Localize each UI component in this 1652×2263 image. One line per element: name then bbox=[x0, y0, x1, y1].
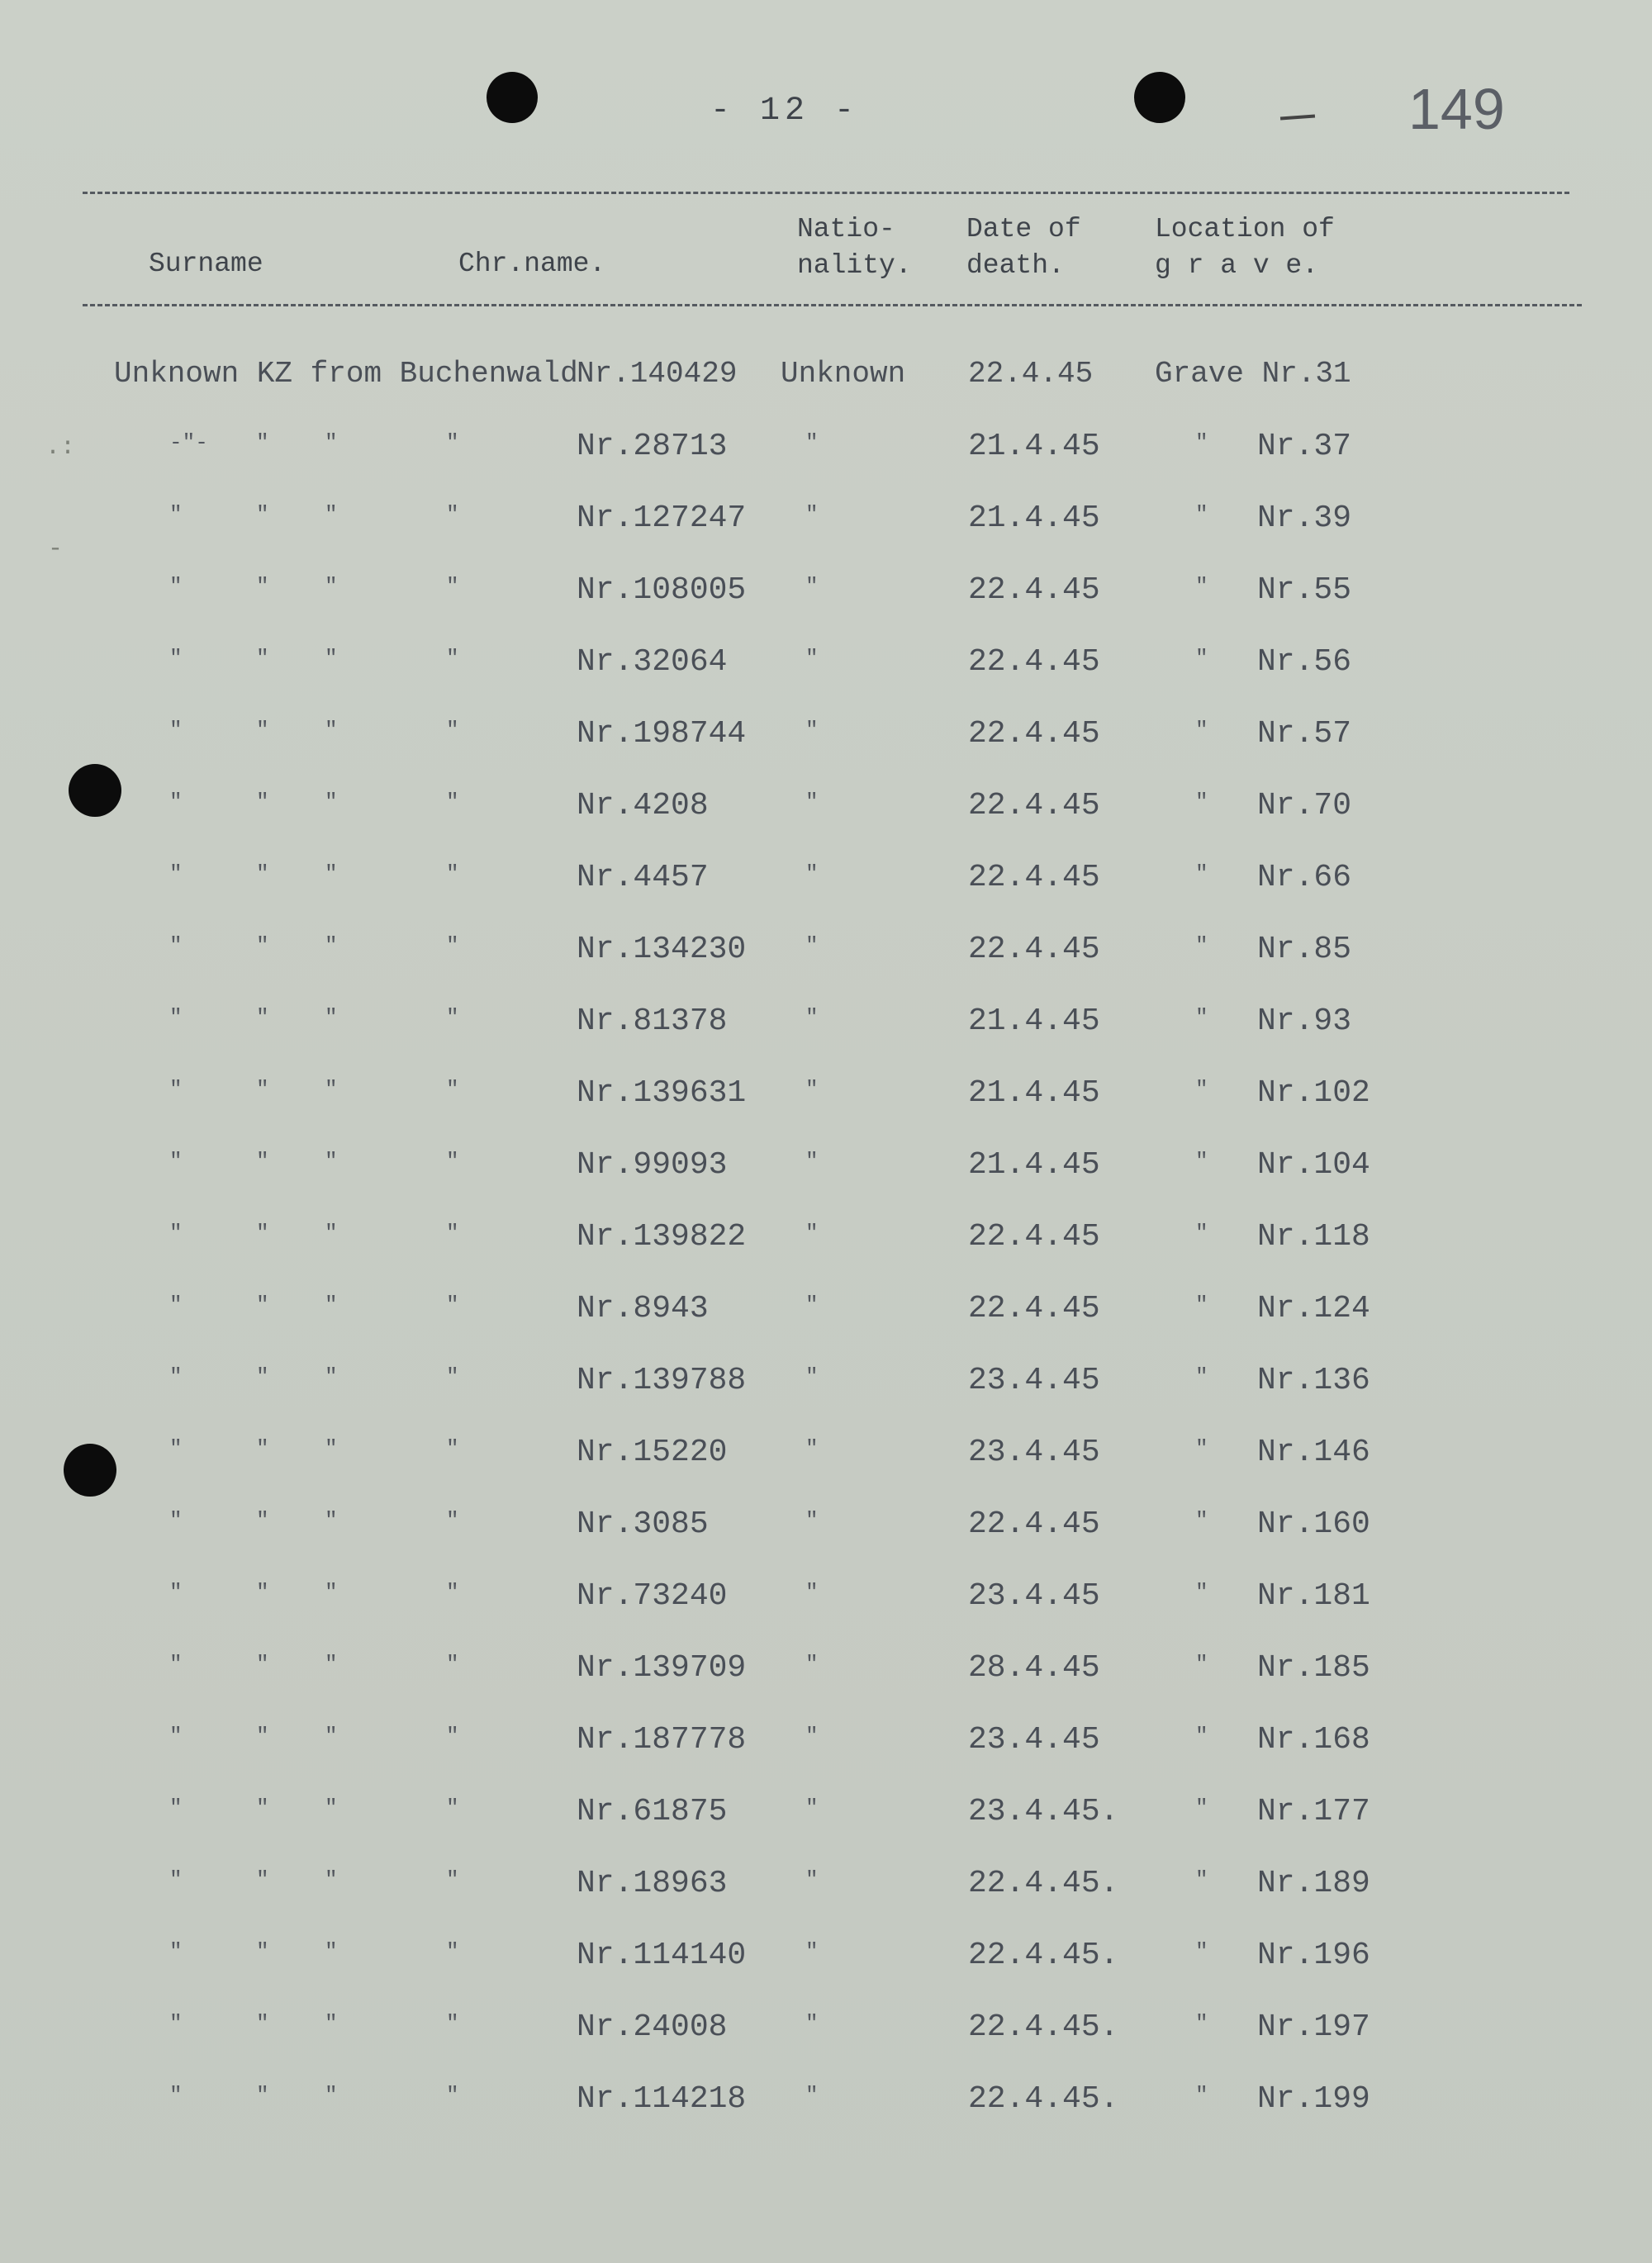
column-header-surname: Surname bbox=[149, 249, 263, 279]
prisoner-number-cell: Nr.114218 bbox=[577, 2081, 747, 2117]
christian-name-ditto: " bbox=[446, 430, 459, 455]
nationality-ditto: " bbox=[805, 1580, 819, 1605]
grave-number-cell: Nr.124 bbox=[1257, 1291, 1370, 1326]
christian-name-ditto: " bbox=[446, 718, 459, 742]
prisoner-number-cell: Nr.108005 bbox=[577, 572, 747, 608]
surname-ditto: " bbox=[256, 1149, 269, 1174]
burial-register-table bbox=[0, 347, 1652, 2143]
surname-ditto: " bbox=[256, 933, 269, 958]
date-of-death-cell: 22.4.45 bbox=[968, 788, 1100, 823]
christian-name-ditto: " bbox=[446, 1221, 459, 1245]
table-row bbox=[0, 1137, 1652, 1209]
margin-mark: .: bbox=[45, 434, 76, 462]
table-row bbox=[0, 2000, 1652, 2071]
header-top-rule bbox=[83, 192, 1569, 194]
grave-location-ditto: " bbox=[1195, 502, 1208, 527]
table-row bbox=[0, 491, 1652, 562]
prisoner-number-cell: Nr.81378 bbox=[577, 1003, 728, 1039]
date-of-death-cell: 22.4.45 bbox=[968, 1219, 1100, 1255]
nationality-ditto: " bbox=[805, 1149, 819, 1174]
prisoner-number-cell: Nr.61875 bbox=[577, 1794, 728, 1829]
table-row bbox=[0, 1928, 1652, 2000]
surname-ditto: " bbox=[169, 1796, 183, 1820]
surname-ditto: " bbox=[325, 1364, 338, 1389]
date-of-death-cell: 23.4.45 bbox=[968, 1578, 1100, 1614]
prisoner-number-cell: Nr.134230 bbox=[577, 932, 747, 967]
surname-ditto: " bbox=[169, 1867, 183, 1892]
surname-ditto: " bbox=[325, 1005, 338, 1030]
christian-name-ditto: " bbox=[446, 933, 459, 958]
christian-name-ditto: " bbox=[446, 1652, 459, 1677]
date-of-death-cell: 28.4.45 bbox=[968, 1650, 1100, 1686]
surname-ditto: " bbox=[256, 861, 269, 886]
column-header-date-of-death: Date of death. bbox=[966, 214, 1081, 281]
date-of-death-cell: 21.4.45 bbox=[968, 429, 1100, 464]
nationality-ditto: " bbox=[805, 1005, 819, 1030]
grave-location-ditto: " bbox=[1195, 1580, 1208, 1605]
page-number: - 12 - bbox=[710, 93, 860, 130]
surname-ditto: " bbox=[169, 2011, 183, 2036]
surname-ditto: " bbox=[325, 1221, 338, 1245]
grave-location-ditto: " bbox=[1195, 861, 1208, 886]
table-row bbox=[0, 1425, 1652, 1497]
date-of-death-cell: 23.4.45. bbox=[968, 1794, 1119, 1829]
surname-ditto: " bbox=[169, 718, 183, 742]
surname-ditto: " bbox=[256, 2011, 269, 2036]
grave-location-ditto: " bbox=[1195, 1149, 1208, 1174]
nationality-ditto: " bbox=[805, 2083, 819, 2108]
prisoner-number-cell: Nr.73240 bbox=[577, 1578, 728, 1614]
prisoner-number-cell: Nr.139822 bbox=[577, 1219, 747, 1255]
date-of-death-cell: 23.4.45 bbox=[968, 1363, 1100, 1398]
surname-ditto: " bbox=[169, 861, 183, 886]
grave-location-ditto: " bbox=[1195, 2011, 1208, 2036]
surname-ditto: " bbox=[169, 502, 183, 527]
grave-location-ditto: " bbox=[1195, 1221, 1208, 1245]
prisoner-number-cell: Nr.198744 bbox=[577, 716, 747, 752]
prisoner-number-cell: Nr.24008 bbox=[577, 2009, 728, 2045]
table-row bbox=[0, 1209, 1652, 1281]
nationality-ditto: " bbox=[805, 1364, 819, 1389]
prisoner-number-cell: Nr.139709 bbox=[577, 1650, 747, 1686]
nationality-ditto: " bbox=[805, 1436, 819, 1461]
grave-location-ditto: " bbox=[1195, 430, 1208, 455]
header-bottom-rule bbox=[83, 304, 1582, 306]
grave-number-cell: Nr.93 bbox=[1257, 1003, 1352, 1039]
nationality-ditto: " bbox=[805, 646, 819, 671]
surname-ditto: " bbox=[325, 1077, 338, 1102]
table-row bbox=[0, 850, 1652, 922]
grave-number-cell: Nr.189 bbox=[1257, 1866, 1370, 1901]
table-row bbox=[0, 2071, 1652, 2143]
christian-name-ditto: " bbox=[446, 646, 459, 671]
nationality-ditto: " bbox=[805, 430, 819, 455]
margin-mark: - bbox=[48, 535, 64, 563]
date-of-death-cell: 21.4.45 bbox=[968, 1147, 1100, 1183]
surname-ditto: " bbox=[325, 1508, 338, 1533]
surname-ditto: " bbox=[256, 646, 269, 671]
surname-ditto: " bbox=[169, 1077, 183, 1102]
grave-number-cell: Nr.136 bbox=[1257, 1363, 1370, 1398]
surname-ditto: " bbox=[256, 2083, 269, 2108]
grave-location-ditto: " bbox=[1195, 646, 1208, 671]
surname-ditto: " bbox=[169, 1652, 183, 1677]
column-header-christian-name: Chr.name. bbox=[458, 249, 606, 279]
table-row bbox=[0, 1065, 1652, 1137]
surname-ditto: " bbox=[169, 790, 183, 814]
nationality-ditto: " bbox=[805, 1867, 819, 1892]
nationality-ditto: " bbox=[805, 933, 819, 958]
grave-number-cell: Nr.196 bbox=[1257, 1938, 1370, 1973]
surname-ditto: " bbox=[256, 502, 269, 527]
date-of-death-cell: 21.4.45 bbox=[968, 1075, 1100, 1111]
christian-name-ditto: " bbox=[446, 1149, 459, 1174]
grave-location-ditto: " bbox=[1195, 1796, 1208, 1820]
christian-name-ditto: " bbox=[446, 861, 459, 886]
grave-location-ditto: " bbox=[1195, 574, 1208, 599]
table-row bbox=[0, 778, 1652, 850]
table-row bbox=[0, 347, 1652, 419]
table-row bbox=[0, 1640, 1652, 1712]
column-header-nationality: Natio- nality. bbox=[797, 214, 912, 281]
grave-location-ditto: " bbox=[1195, 1724, 1208, 1748]
date-of-death-cell: 22.4.45 bbox=[968, 1506, 1100, 1542]
surname-ditto: " bbox=[169, 1508, 183, 1533]
grave-number-cell: Nr.185 bbox=[1257, 1650, 1370, 1686]
grave-location-ditto: " bbox=[1195, 1652, 1208, 1677]
grave-location-ditto: " bbox=[1195, 718, 1208, 742]
surname-ditto: " bbox=[325, 1149, 338, 1174]
surname-ditto: " bbox=[169, 1364, 183, 1389]
nationality-ditto: " bbox=[805, 718, 819, 742]
date-of-death-cell: 21.4.45 bbox=[968, 1003, 1100, 1039]
prisoner-number-cell: Nr.99093 bbox=[577, 1147, 728, 1183]
nationality-ditto: " bbox=[805, 1652, 819, 1677]
surname-ditto: " bbox=[325, 933, 338, 958]
christian-name-ditto: " bbox=[446, 1724, 459, 1748]
grave-number-cell: Nr.146 bbox=[1257, 1435, 1370, 1470]
surname-ditto: " bbox=[169, 2083, 183, 2108]
nationality-ditto: " bbox=[805, 790, 819, 814]
grave-number-cell: Nr.70 bbox=[1257, 788, 1352, 823]
prisoner-number-cell: Nr.8943 bbox=[577, 1291, 709, 1326]
surname-ditto: " bbox=[325, 430, 338, 455]
table-row bbox=[0, 1281, 1652, 1353]
nationality-ditto: " bbox=[805, 1939, 819, 1964]
prisoner-number-cell: Nr.4208 bbox=[577, 788, 709, 823]
christian-name-ditto: " bbox=[446, 502, 459, 527]
grave-number-cell: Nr.39 bbox=[1257, 501, 1352, 536]
christian-name-ditto: " bbox=[446, 1293, 459, 1317]
surname-ditto: " bbox=[169, 646, 183, 671]
surname-ditto: " bbox=[169, 1939, 183, 1964]
grave-location-ditto: " bbox=[1195, 1436, 1208, 1461]
surname-ditto: " bbox=[325, 1580, 338, 1605]
prisoner-number-cell: Nr.127247 bbox=[577, 501, 747, 536]
grave-location-ditto: " bbox=[1195, 1867, 1208, 1892]
grave-location-ditto: " bbox=[1195, 1508, 1208, 1533]
surname-ditto: " bbox=[256, 1293, 269, 1317]
table-row bbox=[0, 634, 1652, 706]
date-of-death-cell: 22.4.45 bbox=[968, 860, 1100, 895]
christian-name-ditto: " bbox=[446, 2083, 459, 2108]
prisoner-number-cell: Nr.3085 bbox=[577, 1506, 709, 1542]
table-row bbox=[0, 562, 1652, 634]
column-header-location-of-grave: Location of g r a v e. bbox=[1155, 214, 1335, 281]
nationality-cell: Unknown bbox=[781, 357, 906, 391]
surname-ditto: " bbox=[325, 1796, 338, 1820]
surname-ditto: " bbox=[256, 574, 269, 599]
surname-ditto: " bbox=[325, 1867, 338, 1892]
surname-ditto: " bbox=[256, 1436, 269, 1461]
surname-ditto: " bbox=[256, 430, 269, 455]
surname-ditto: " bbox=[169, 1293, 183, 1317]
christian-name-ditto: " bbox=[446, 1364, 459, 1389]
surname-ditto: " bbox=[256, 790, 269, 814]
christian-name-ditto: " bbox=[446, 1005, 459, 1030]
grave-location-ditto: " bbox=[1195, 1364, 1208, 1389]
surname-ditto: " bbox=[325, 1652, 338, 1677]
christian-name-ditto: " bbox=[446, 2011, 459, 2036]
prisoner-number-cell: Nr.15220 bbox=[577, 1435, 728, 1470]
surname-ditto: " bbox=[325, 1724, 338, 1748]
table-row bbox=[0, 1568, 1652, 1640]
surname-ditto: " bbox=[256, 1939, 269, 1964]
surname-ditto: " bbox=[325, 2011, 338, 2036]
surname-ditto: " bbox=[256, 718, 269, 742]
date-of-death-cell: 22.4.45 bbox=[968, 1291, 1100, 1326]
grave-number-cell: Nr.55 bbox=[1257, 572, 1352, 608]
surname-ditto: " bbox=[256, 1364, 269, 1389]
nationality-ditto: " bbox=[805, 502, 819, 527]
surname-ditto: " bbox=[256, 1724, 269, 1748]
punch-hole bbox=[1134, 72, 1185, 123]
table-row bbox=[0, 1856, 1652, 1928]
nationality-ditto: " bbox=[805, 1796, 819, 1820]
surname-cell: Unknown KZ from Buchenwald bbox=[114, 357, 578, 391]
grave-location-cell: Grave Nr.31 bbox=[1155, 357, 1351, 391]
nationality-ditto: " bbox=[805, 1221, 819, 1245]
date-of-death-cell: 22.4.45 bbox=[968, 644, 1100, 680]
christian-name-ditto: " bbox=[446, 1436, 459, 1461]
grave-number-cell: Nr.56 bbox=[1257, 644, 1352, 680]
christian-name-ditto: " bbox=[446, 790, 459, 814]
surname-ditto: " bbox=[256, 1221, 269, 1245]
date-of-death-cell: 23.4.45 bbox=[968, 1435, 1100, 1470]
grave-number-cell: Nr.66 bbox=[1257, 860, 1352, 895]
nationality-ditto: " bbox=[805, 861, 819, 886]
christian-name-ditto: " bbox=[446, 1796, 459, 1820]
grave-number-cell: Nr.57 bbox=[1257, 716, 1352, 752]
table-row bbox=[0, 994, 1652, 1065]
grave-number-cell: Nr.118 bbox=[1257, 1219, 1370, 1255]
prisoner-number-cell: Nr.32064 bbox=[577, 644, 728, 680]
nationality-ditto: " bbox=[805, 1508, 819, 1533]
surname-ditto: " bbox=[256, 1796, 269, 1820]
date-of-death-cell: 23.4.45 bbox=[968, 1722, 1100, 1758]
surname-ditto: " bbox=[256, 1005, 269, 1030]
nationality-ditto: " bbox=[805, 2011, 819, 2036]
date-of-death-cell: 22.4.45. bbox=[968, 2081, 1119, 2117]
grave-location-ditto: " bbox=[1195, 1005, 1208, 1030]
grave-number-cell: Nr.168 bbox=[1257, 1722, 1370, 1758]
prisoner-number-cell: Nr.187778 bbox=[577, 1722, 747, 1758]
surname-ditto: " bbox=[256, 1077, 269, 1102]
surname-ditto: " bbox=[325, 502, 338, 527]
date-of-death-cell: 22.4.45 bbox=[968, 357, 1094, 391]
grave-number-cell: Nr.177 bbox=[1257, 1794, 1370, 1829]
date-of-death-cell: 22.4.45 bbox=[968, 932, 1100, 967]
surname-ditto: " bbox=[256, 1508, 269, 1533]
table-row bbox=[0, 706, 1652, 778]
nationality-ditto: " bbox=[805, 1724, 819, 1748]
pen-mark bbox=[1280, 115, 1315, 121]
surname-ditto: " bbox=[325, 1939, 338, 1964]
table-row bbox=[0, 419, 1652, 491]
surname-ditto: " bbox=[325, 718, 338, 742]
christian-name-ditto: " bbox=[446, 1077, 459, 1102]
grave-number-cell: Nr.197 bbox=[1257, 2009, 1370, 2045]
prisoner-number-cell: Nr.139788 bbox=[577, 1363, 747, 1398]
surname-ditto: " bbox=[256, 1867, 269, 1892]
table-row bbox=[0, 1497, 1652, 1568]
christian-name-ditto: " bbox=[446, 574, 459, 599]
date-of-death-cell: 22.4.45 bbox=[968, 572, 1100, 608]
nationality-ditto: " bbox=[805, 574, 819, 599]
christian-name-ditto: " bbox=[446, 1939, 459, 1964]
grave-number-cell: Nr.37 bbox=[1257, 429, 1352, 464]
prisoner-number-cell: Nr.18963 bbox=[577, 1866, 728, 1901]
surname-ditto: " bbox=[256, 1580, 269, 1605]
christian-name-ditto: " bbox=[446, 1867, 459, 1892]
surname-ditto: " bbox=[169, 574, 183, 599]
surname-ditto: " bbox=[169, 1436, 183, 1461]
date-of-death-cell: 22.4.45. bbox=[968, 1866, 1119, 1901]
surname-ditto: " bbox=[325, 646, 338, 671]
grave-number-cell: Nr.85 bbox=[1257, 932, 1352, 967]
surname-ditto: " bbox=[325, 861, 338, 886]
grave-location-ditto: " bbox=[1195, 933, 1208, 958]
grave-location-ditto: " bbox=[1195, 1077, 1208, 1102]
surname-ditto: " bbox=[169, 1580, 183, 1605]
grave-number-cell: Nr.102 bbox=[1257, 1075, 1370, 1111]
table-row bbox=[0, 1353, 1652, 1425]
date-of-death-cell: 22.4.45. bbox=[968, 1938, 1119, 1973]
grave-location-ditto: " bbox=[1195, 790, 1208, 814]
date-of-death-cell: 22.4.45. bbox=[968, 2009, 1119, 2045]
surname-ditto: " bbox=[169, 1149, 183, 1174]
grave-location-ditto: " bbox=[1195, 1939, 1208, 1964]
christian-name-ditto: " bbox=[446, 1580, 459, 1605]
surname-ditto: " bbox=[325, 574, 338, 599]
surname-ditto: " bbox=[325, 790, 338, 814]
nationality-ditto: " bbox=[805, 1077, 819, 1102]
surname-ditto: " bbox=[169, 933, 183, 958]
grave-number-cell: Nr.199 bbox=[1257, 2081, 1370, 2117]
grave-number-cell: Nr.181 bbox=[1257, 1578, 1370, 1614]
prisoner-number-cell: Nr.4457 bbox=[577, 860, 709, 895]
surname-ditto: " bbox=[169, 1221, 183, 1245]
grave-location-ditto: " bbox=[1195, 1293, 1208, 1317]
folio-number: 149 bbox=[1408, 77, 1505, 141]
table-row bbox=[0, 922, 1652, 994]
grave-number-cell: Nr.160 bbox=[1257, 1506, 1370, 1542]
table-row bbox=[0, 1784, 1652, 1856]
grave-location-ditto: " bbox=[1195, 2083, 1208, 2108]
surname-ditto: " bbox=[169, 1724, 183, 1748]
prisoner-number-cell: Nr.140429 bbox=[577, 357, 738, 391]
christian-name-ditto: " bbox=[446, 1508, 459, 1533]
prisoner-number-cell: Nr.28713 bbox=[577, 429, 728, 464]
grave-number-cell: Nr.104 bbox=[1257, 1147, 1370, 1183]
ditto-rows bbox=[0, 419, 1652, 2143]
prisoner-number-cell: Nr.114140 bbox=[577, 1938, 747, 1973]
prisoner-number-cell: Nr.139631 bbox=[577, 1075, 747, 1111]
punch-hole bbox=[487, 72, 538, 123]
surname-ditto: " bbox=[325, 1293, 338, 1317]
surname-ditto: " bbox=[325, 1436, 338, 1461]
surname-ditto: -"- bbox=[169, 430, 208, 455]
surname-ditto: " bbox=[256, 1652, 269, 1677]
table-row bbox=[0, 1712, 1652, 1784]
date-of-death-cell: 21.4.45 bbox=[968, 501, 1100, 536]
surname-ditto: " bbox=[169, 1005, 183, 1030]
surname-ditto: " bbox=[325, 2083, 338, 2108]
date-of-death-cell: 22.4.45 bbox=[968, 716, 1100, 752]
nationality-ditto: " bbox=[805, 1293, 819, 1317]
